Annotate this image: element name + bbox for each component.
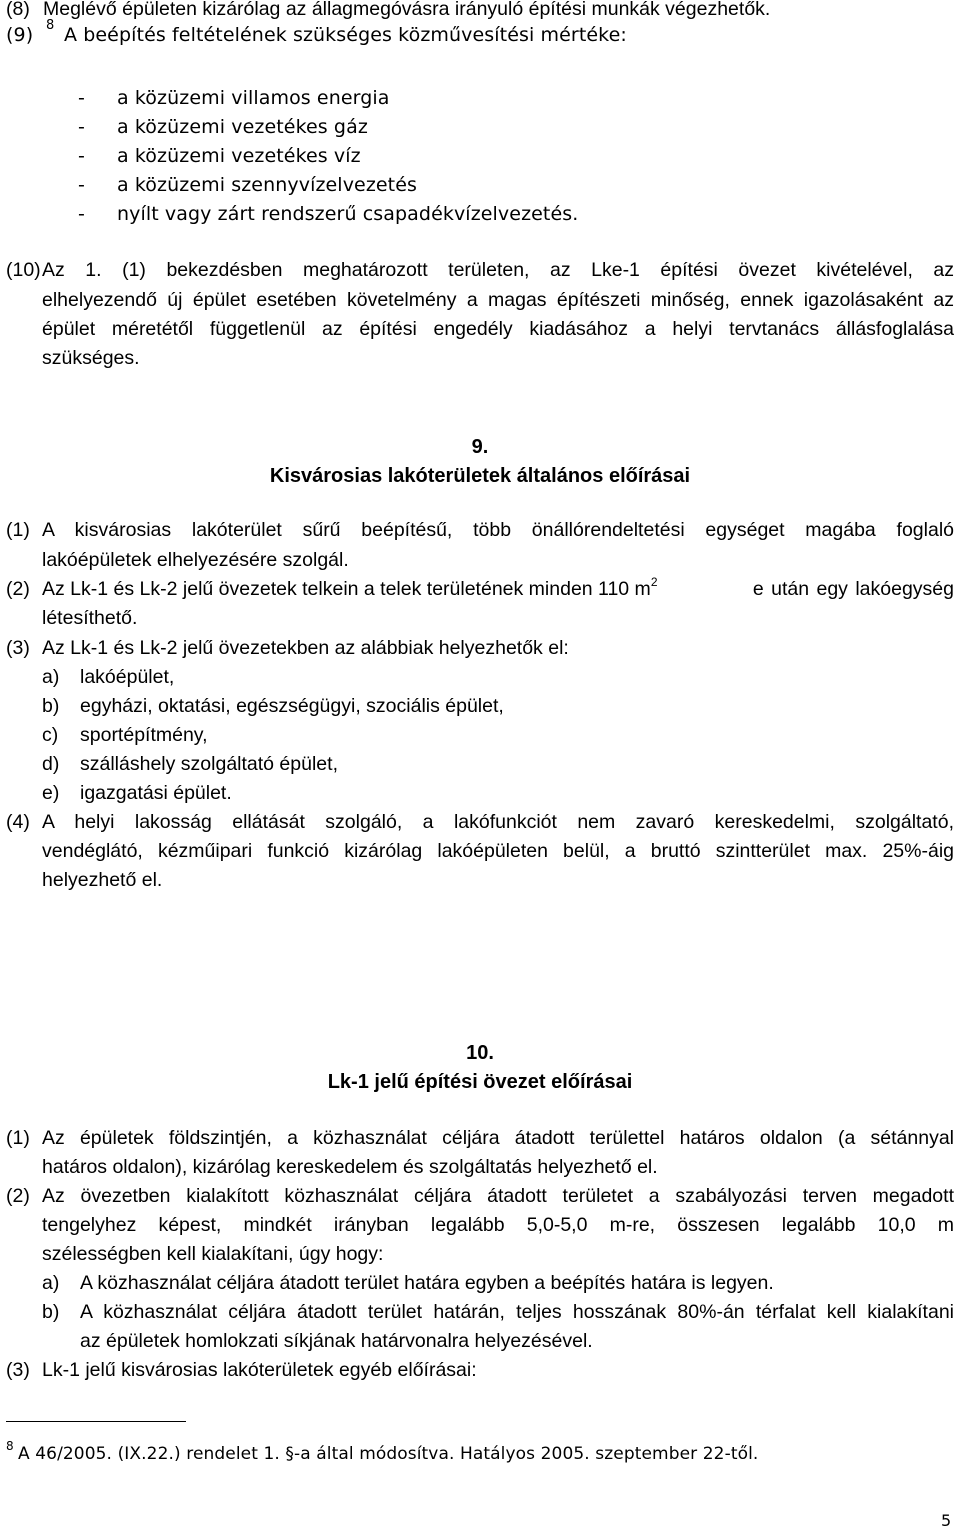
list-item-text: A közhasználat céljára átadott terület határán, teljes hosszának 80%-án térfalat kell kialakítani: [80, 1301, 954, 1323]
paragraph-line: Az Lk-1 és Lk-2 jelű övezetekben az alábbiak helyezhetők el:: [42, 637, 569, 659]
paragraph-number: (4): [6, 811, 30, 833]
list-label: b): [42, 695, 60, 717]
paragraph-line: épület méretétől függetlenül az építési engedély kiadásához a helyi tervtanács állásfoglalása: [42, 318, 954, 340]
paragraph-line: Az 1. (1) bekezdésben meghatározott területen, az Lke-1 építési övezet kivételével, az: [42, 259, 954, 281]
list-label: c): [42, 724, 59, 746]
list-dash: -: [78, 174, 85, 196]
paragraph-number: (8): [6, 0, 30, 20]
list-item-text: szálláshely szolgáltató épület,: [80, 753, 338, 775]
paragraph-line: A helyi lakosság ellátását szolgáló, a lakófunkciót nem zavaró kereskedelmi, szolgáltató,: [42, 811, 954, 833]
list-item-text: a közüzemi szennyvízelvezetés: [117, 174, 418, 196]
list-label: a): [42, 1272, 60, 1294]
list-dash: -: [78, 87, 85, 109]
paragraph-number: (1): [6, 519, 30, 541]
superscript: 2: [650, 575, 658, 589]
paragraph-line: Az épületek földszintjén, a közhasználat céljára átadott területtel határos oldalon (a sétánnyal: [42, 1127, 954, 1149]
list-item-text: sportépítmény,: [80, 724, 208, 746]
paragraph-line: tengelyhez képest, mindkét irányban legalább 5,0-5,0 m-re, összesen legalább 10,0 m: [42, 1214, 954, 1236]
list-label: a): [42, 666, 60, 688]
section-number: 9.: [471, 436, 489, 458]
paragraph-line: határos oldalon), kizárólag kereskedelem és szolgáltatás helyezhető el.: [42, 1156, 658, 1178]
paragraph-number: (2): [6, 1185, 30, 1207]
paragraph-line: helyezhető el.: [42, 869, 163, 891]
paragraph-number: (10): [6, 259, 41, 281]
footnote-reference[interactable]: 8: [46, 18, 55, 33]
list-item-text: A közhasználat céljára átadott terület határa egyben a beépítés határa is legyen.: [80, 1272, 774, 1294]
paragraph-text: Meglévő épületen kizárólag az állagmegóvásra irányuló építési munkák végezhetők.: [43, 0, 771, 20]
paragraph-line: Lk-1 jelű kisvárosias lakóterületek egyéb előírásai:: [42, 1359, 477, 1381]
section-title: Lk-1 jelű építési övezet előírásai: [327, 1071, 633, 1093]
list-item-text: igazgatási épület.: [80, 782, 232, 804]
paragraph-line: létesíthető.: [42, 607, 138, 629]
paragraph-number: (3): [6, 1359, 30, 1381]
paragraph-line: elhelyezendő új épület esetében követelmény a magas építészeti minőség, ennek igazolásaként az: [42, 289, 954, 311]
list-dash: -: [78, 203, 85, 225]
paragraph-line: vendéglátó, kézműipari funkció kizárólag lakóépületen belül, a bruttó szintterület max. 25%-áig: [42, 840, 954, 862]
paragraph-text: A beépítés feltételének szükséges közművesítési mértéke:: [64, 24, 627, 46]
paragraph-line: Az övezetben kialakított közhasználat céljára átadott területet a szabályozási terven megadott: [42, 1185, 954, 1207]
list-item-text: az épületek homlokzati síkjának határvonalra helyezésével.: [80, 1330, 593, 1352]
paragraph-number: (1): [6, 1127, 30, 1149]
paragraph-number: (3): [6, 637, 30, 659]
list-label: e): [42, 782, 60, 804]
list-item-text: nyílt vagy zárt rendszerű csapadékvízelvezetés.: [117, 203, 579, 225]
line-text: Az Lk-1 és Lk-2 jelű övezetek telkein a telek területének minden 110 m: [42, 578, 651, 600]
list-dash: -: [78, 145, 85, 167]
section-title: Kisvárosias lakóterületek általános előírásai: [269, 465, 691, 487]
paragraph-number: (9): [6, 24, 34, 46]
list-dash: -: [78, 116, 85, 138]
line-text: e után egy lakóegység: [752, 578, 954, 600]
list-label: b): [42, 1301, 60, 1323]
footnote-separator: [6, 1421, 186, 1422]
paragraph-line: szélességben kell kialakítani, úgy hogy:: [42, 1243, 384, 1265]
paragraph-number: (2): [6, 578, 30, 600]
paragraph-line: lakóépületek elhelyezésére szolgál.: [42, 549, 349, 571]
footnote-text: A 46/2005. (IX.22.) rendelet 1. §-a által módosítva. Hatályos 2005. szeptember 22-től.: [18, 1444, 759, 1464]
page-number: 5: [941, 1511, 952, 1530]
list-label: d): [42, 753, 60, 775]
section-number: 10.: [466, 1042, 494, 1064]
list-item-text: a közüzemi vezetékes gáz: [117, 116, 368, 138]
paragraph-line: [42, 575, 954, 600]
list-item-text: a közüzemi villamos energia: [117, 87, 390, 109]
list-item-text: lakóépület,: [80, 666, 175, 688]
paragraph-line: A kisvárosias lakóterület sűrű beépítésű, több önállórendeltetési egységet magába foglaló: [42, 519, 954, 541]
list-item-text: egyházi, oktatási, egészségügyi, szociális épület,: [80, 695, 504, 717]
list-item-text: a közüzemi vezetékes víz: [117, 145, 361, 167]
footnote-mark: 8: [6, 1439, 14, 1453]
paragraph-8: [6, 0, 771, 20]
paragraph-line: szükséges.: [42, 347, 140, 369]
